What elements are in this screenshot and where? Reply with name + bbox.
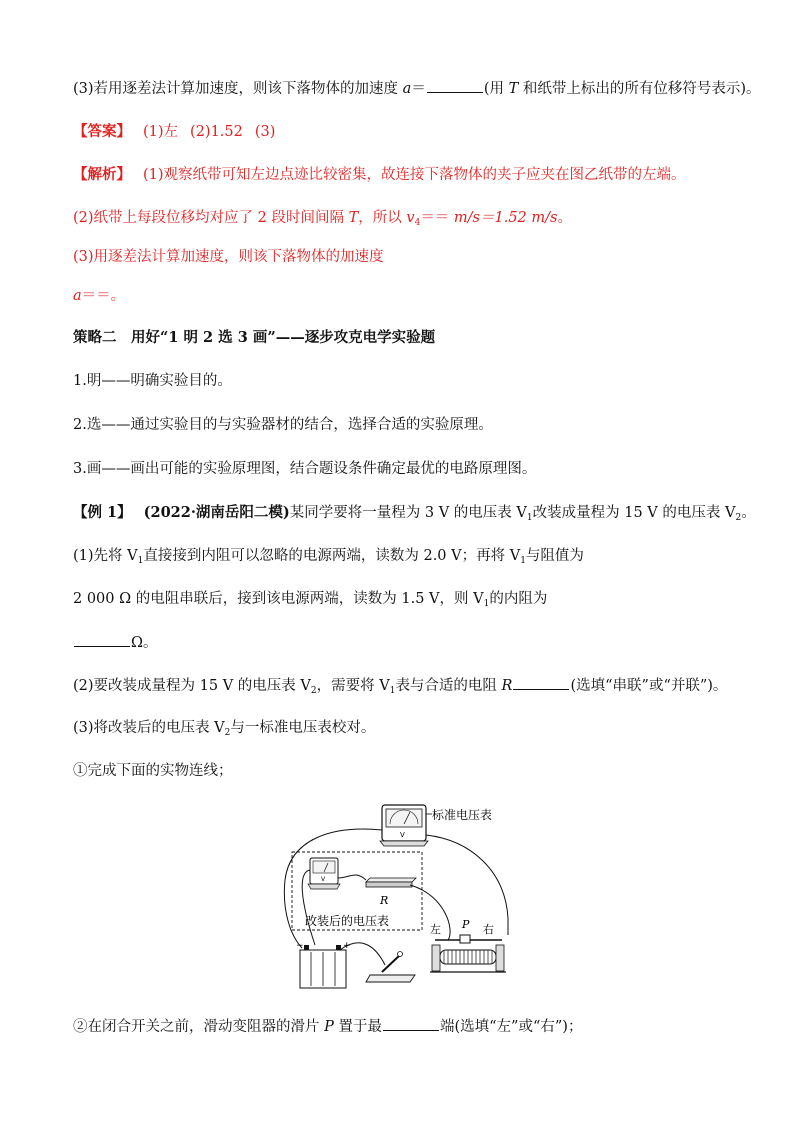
rheostat-left-label: 左 — [430, 923, 441, 936]
analysis-tag: 【解析】 — [73, 166, 131, 183]
rheostat-right-label: 右 — [483, 923, 494, 936]
q3-line: (3)若用逐差法计算加速度，则该下落物体的加速度 a＝ (用 T 和纸带上标出的所有位移符号表示)。 — [73, 78, 761, 99]
strategy-item-3: 3.画——画出可能的实验原理图，结合题设条件确定最优的电路原理图。 — [73, 461, 537, 477]
answer-line: 【答案】 (1)左 (2)1.52 (3) — [73, 123, 276, 140]
standard-voltmeter-icon — [380, 805, 428, 846]
analysis-line-3: (3)用逐差法计算加速度，则该下落物体的加速度 — [73, 249, 384, 265]
answer-blank[interactable] — [513, 675, 569, 690]
example-c1-line: ①完成下面的实物连线； — [73, 763, 233, 779]
answer-blank[interactable] — [383, 1016, 439, 1031]
rheostat-slider-label: P — [462, 918, 470, 931]
svg-text:−: − — [296, 941, 304, 951]
answer-blank[interactable] — [427, 78, 483, 93]
switch-icon — [366, 952, 415, 983]
analysis-line-4: a＝＝。 — [73, 288, 126, 304]
analysis-line-1: 【解析】 (1)观察纸带可知左边点迹比较密集，故连接下落物体的夹子应夹在图乙纸带的左端。 — [73, 166, 686, 183]
meter-v-label: V — [400, 831, 405, 839]
example-q1-line-2: 2 000 Ω 的电阻串联后，接到该电源两端，读数为 1.5 V，则 $V_1$的内阻为 — [73, 591, 548, 609]
strategy-item-2: 2.选——通过实验目的与实验器材的结合，选择合适的实验原理。 — [73, 417, 493, 433]
example-q2-line: (2)要改装成量程为 15 V 的电压表 $V_2$，需要将 $V_1$表与合适的电阻 R (选填“串联”或“并联”)。 — [73, 675, 727, 701]
strategy-title: 策略二 用好“1 明 2 选 3 画”——逐步攻克电学实验题 — [73, 329, 436, 346]
rheostat-icon — [430, 935, 506, 972]
example-q3-line: (3)将改装后的电压表 $V_2$与一标准电压表校对。 — [73, 720, 376, 738]
meter-v2-label: V — [321, 876, 326, 883]
answer-blank[interactable] — [74, 632, 130, 647]
voltmeter-icon — [308, 858, 340, 889]
example-c2-line: ②在闭合开关之前，滑动变阻器的滑片 P 置于最 端(选填“左”或“右”)； — [73, 1016, 582, 1037]
svg-text:+: + — [343, 941, 351, 951]
example-q1-line-1: (1)先将 $V_1$直接接到内阻可以忽略的电源两端，读数为 2.0 V；再将 $V_1$与阻值为 — [73, 548, 584, 566]
standard-voltmeter-label: 标准电压表 — [432, 808, 493, 822]
battery-icon — [296, 941, 351, 988]
circuit-figure — [270, 800, 520, 995]
example-tag: 【例 1】 — [73, 504, 132, 521]
example-q1-line-3: Ω。 — [73, 632, 158, 653]
answer-tag: 【答案】 — [73, 123, 131, 140]
example-source: (2022·湖南岳阳二模) — [143, 504, 290, 521]
strategy-item-1: 1.明——明确实验目的。 — [73, 373, 232, 389]
analysis-line-2: (2)纸带上每段位移均对应了 2 段时间间隔 T，所以 $v_4== m/s=1.52$ m/s。 — [73, 210, 572, 228]
modified-voltmeter-label: 改装后的电压表 — [305, 914, 390, 928]
example-header: 【例 1】 (2022·湖南岳阳二模)某同学要将一量程为 3 V 的电压表 $V_1$改装成量程为 15 V 的电压表 $V_2$。 — [73, 504, 756, 523]
resistor-icon — [366, 878, 416, 887]
resistor-label: R — [380, 894, 389, 907]
